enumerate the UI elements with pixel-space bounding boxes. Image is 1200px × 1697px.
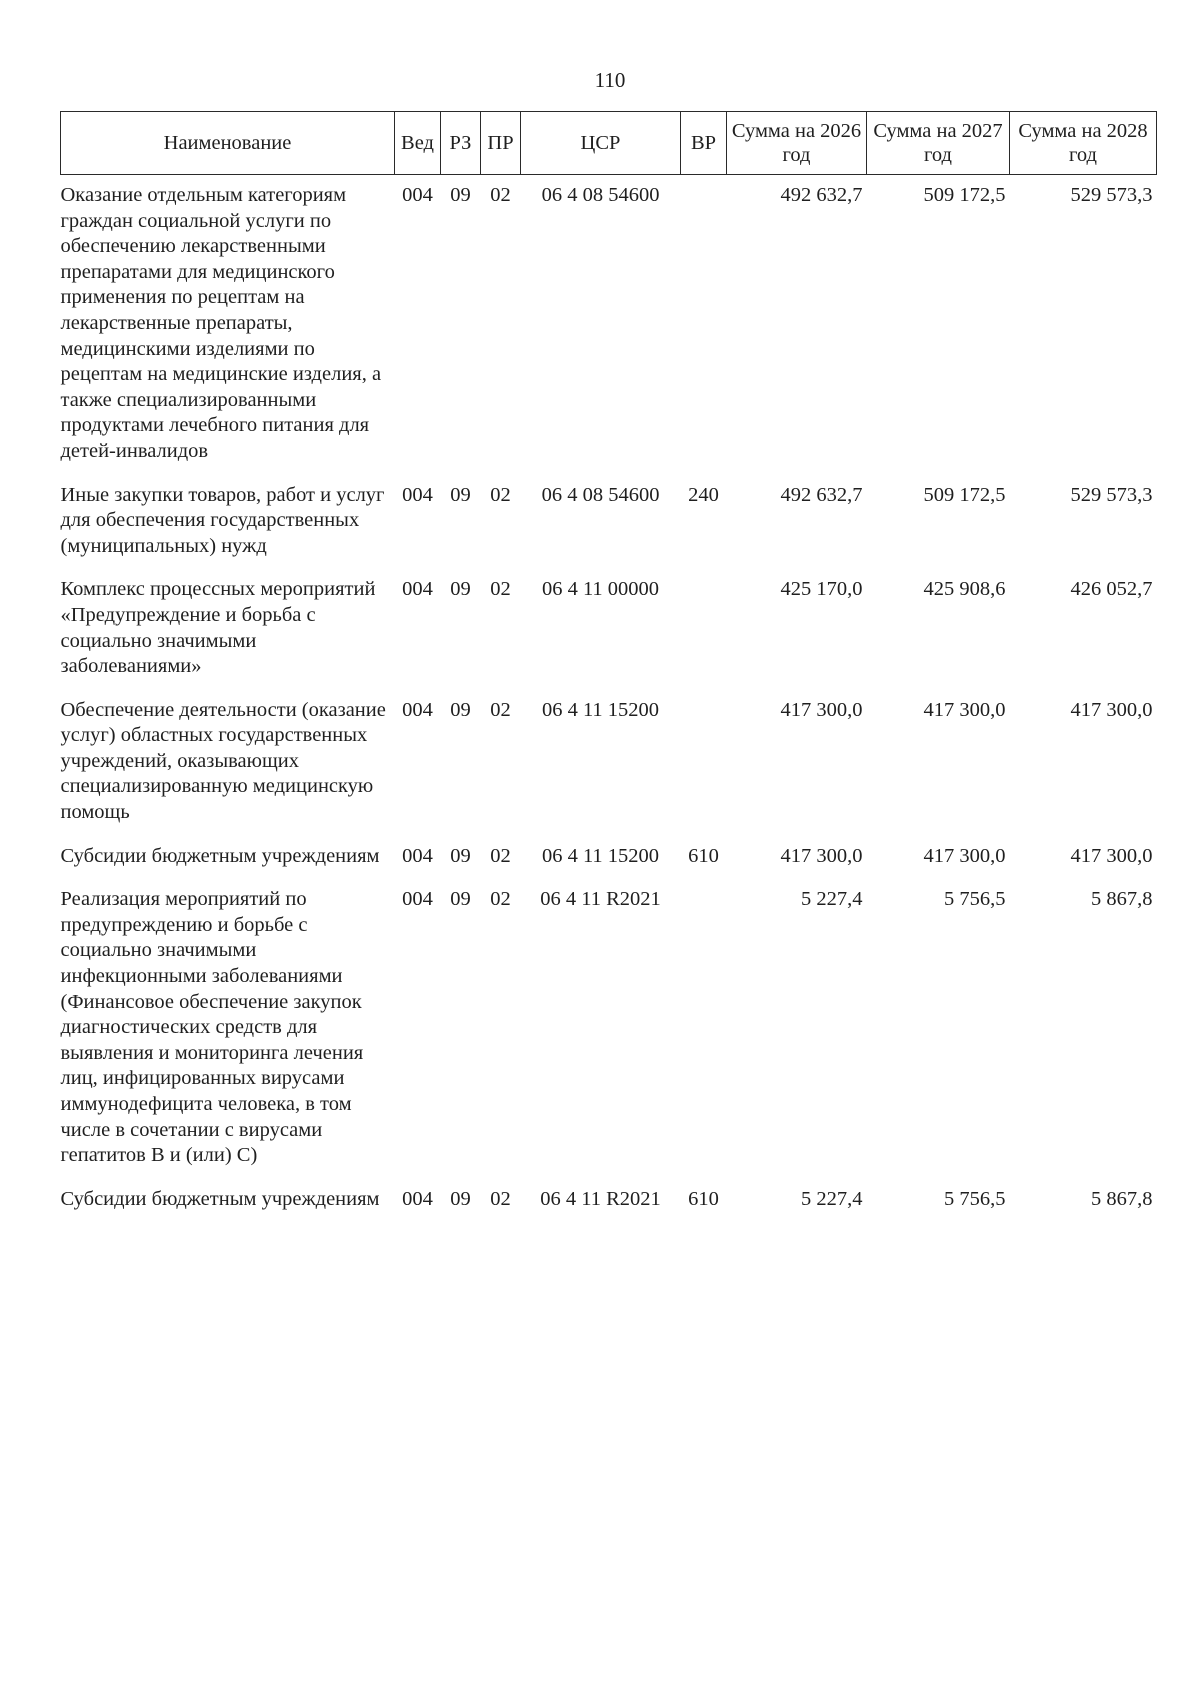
row-pr: 02 [490,184,511,206]
row-name: Субсидии бюджетным учреждениям [60,1187,380,1210]
row-name: Субсидии бюджетным учреждениям [60,844,380,867]
row-rz: 09 [450,844,471,867]
row-ved: 004 [402,844,433,867]
row-pr: 02 [490,1187,511,1210]
header-name: Наименование [61,112,395,175]
row-rz: 09 [450,1187,471,1210]
table-row [61,569,1157,689]
row-pr: 02 [490,888,511,911]
row-sum-2027: 509 172,5 [923,483,1006,506]
row-pr: 02 [490,578,511,601]
row-rz: 09 [450,698,471,721]
row-csr: 06 4 11 R2021 [540,888,661,911]
row-vr [681,690,727,836]
row-ved: 004 [402,578,433,601]
table-row [61,690,1157,836]
row-sum-2026: 5 227,4 [801,1187,863,1210]
row-sum-2026: 5 227,4 [801,888,863,911]
page-number: 110 [594,68,626,92]
table-header [61,112,1157,175]
row-pr: 02 [490,698,511,721]
header-vr: ВР [681,112,727,175]
row-sum-2028: 5 867,8 [1091,1187,1153,1210]
row-csr: 06 4 11 15200 [541,698,660,721]
row-vr: 610 [688,1187,719,1210]
row-sum-2028: 426 052,7 [1070,578,1153,601]
row-ved: 004 [402,184,433,206]
header-sum-2026: Сумма на 2026 год [727,112,867,175]
row-ved: 004 [402,888,433,911]
row-csr: 06 4 11 00000 [541,578,660,601]
row-rz: 09 [450,578,471,601]
row-csr: 06 4 08 54600 [541,184,660,206]
row-vr: 610 [688,844,719,867]
row-ved: 004 [402,1187,433,1210]
row-vr: 240 [688,483,719,506]
row-vr [681,175,727,475]
row-vr [681,569,727,689]
header-row [61,112,1157,175]
row-sum-2027: 5 756,5 [944,888,1006,911]
row-sum-2027: 417 300,0 [923,698,1006,721]
row-name: Реализация мероприятий по предупреждению и борьбе с социально значимыми инфекционными заболеваниями (Финансовое обеспечение закупок диагностических средств для выявления и мониторинга лечения лиц, инфицированных вирусами иммунодефицита человека, в том числе в сочетании с вирусами гепатитов В и (или) С) [60,888,364,1167]
row-sum-2028: 529 573,3 [1070,483,1153,506]
row-sum-2027: 417 300,0 [923,844,1006,867]
row-sum-2026: 492 632,7 [780,483,863,506]
header-rz: РЗ [441,112,481,175]
header-sum-2028: Сумма на 2028 год [1010,112,1157,175]
row-pr: 02 [490,483,511,506]
row-sum-2028: 417 300,0 [1070,698,1153,721]
row-sum-2028: 529 573,3 [1070,184,1153,206]
table-body [61,175,1157,1223]
row-sum-2028: 5 867,8 [1091,888,1153,911]
table-row [61,475,1157,570]
row-name: Иные закупки товаров, работ и услуг для обеспечения государственных (муниципальных) нужд [60,483,385,557]
row-sum-2027: 509 172,5 [923,184,1006,206]
row-name: Комплекс процессных мероприятий «Предупреждение и борьба с социально значимыми заболеваниями» [60,578,376,678]
header-ved: Вед [395,112,441,175]
row-ved: 004 [402,698,433,721]
row-sum-2028: 417 300,0 [1070,844,1153,867]
row-sum-2026: 417 300,0 [780,844,863,867]
row-ved: 004 [402,483,433,506]
row-vr [681,879,727,1179]
header-pr: ПР [481,112,521,175]
row-sum-2026: 417 300,0 [780,698,863,721]
row-sum-2027: 425 908,6 [923,578,1006,601]
table-row [61,1179,1157,1223]
header-sum-2027: Сумма на 2027 год [867,112,1010,175]
table-row [61,175,1157,475]
row-pr: 02 [490,844,511,867]
row-name: Обеспечение деятельности (оказание услуг) областных государственных учреждений, оказывающих специализированную медицинскую помощь [60,698,386,824]
row-csr: 06 4 08 54600 [541,483,660,506]
row-sum-2027: 5 756,5 [944,1187,1006,1210]
table-row [61,879,1157,1179]
row-sum-2026: 425 170,0 [780,578,863,601]
header-csr: ЦСР [521,112,681,175]
row-sum-2026: 492 632,7 [780,184,863,206]
row-csr: 06 4 11 R2021 [540,1187,661,1210]
row-name: Оказание отдельным категориям граждан социальной услуги по обеспечению лекарственными препаратами для медицинского применения по рецептам на лекарственные препараты, медицинскими изделиями по рецептам на медицинские изделия, а также специализированными продуктами лечебного питания для детей-инвалидов [60,184,382,462]
budget-allocation-table [60,111,1157,1222]
row-rz: 09 [450,184,471,206]
row-csr: 06 4 11 15200 [541,844,660,867]
table-row [61,836,1157,880]
row-rz: 09 [450,483,471,506]
row-rz: 09 [450,888,471,911]
